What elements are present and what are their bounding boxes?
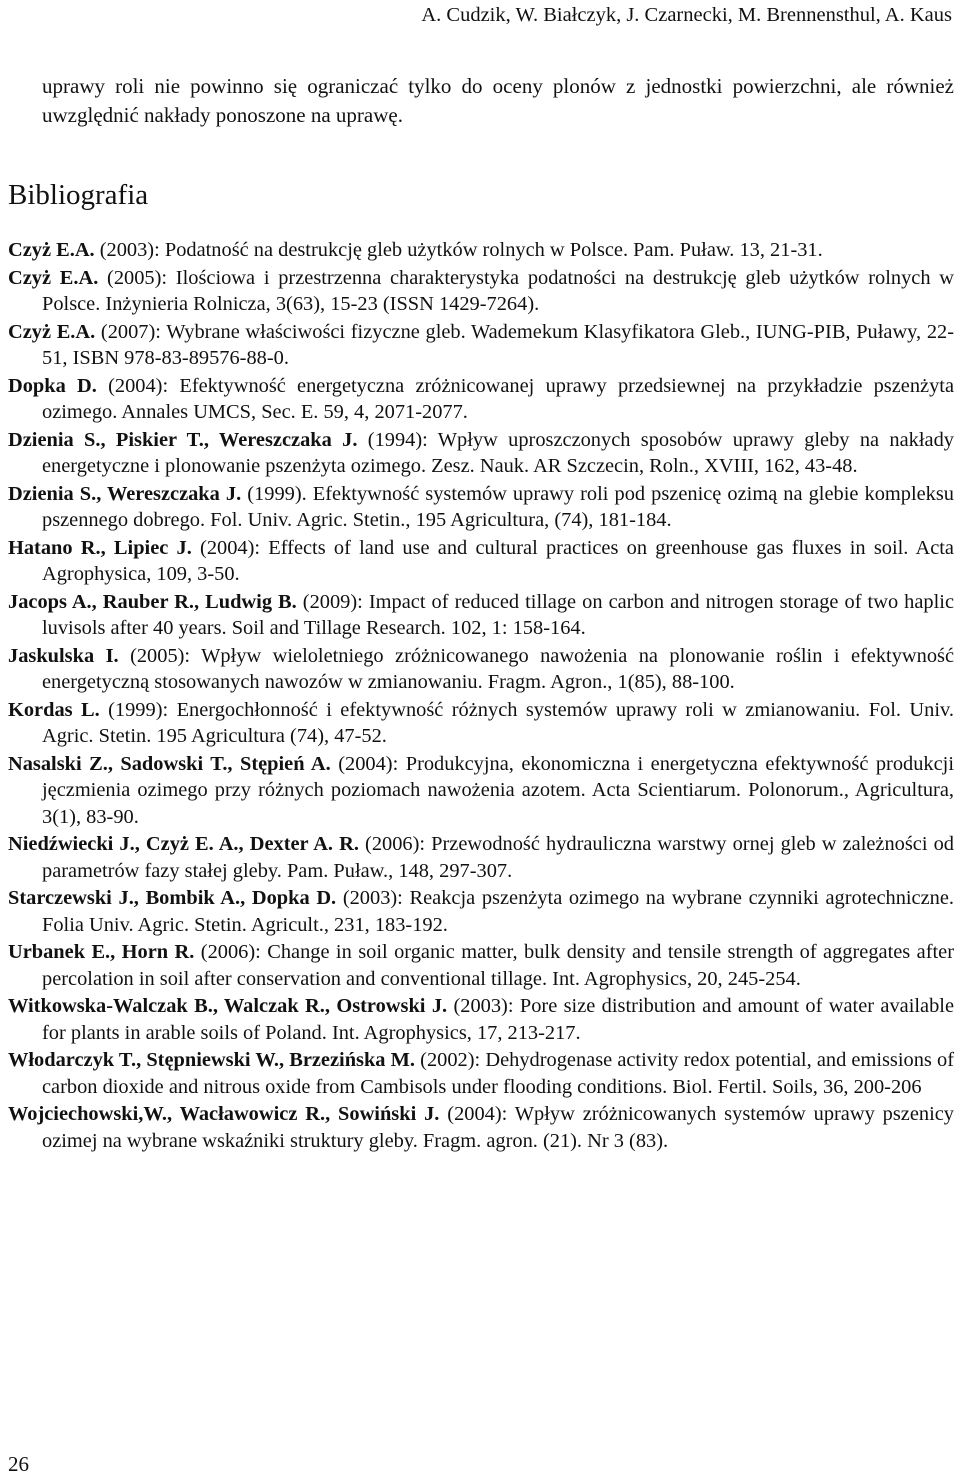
reference-details: (1999). Efektywność systemów uprawy roli pod pszenicę ozimą na glebie kompleksu pszennego dobrego. Fol. Univ. Agric. Stetin., 195 Agricultura, (74), 181-184. xyxy=(42,482,954,531)
reference-authors: Czyż E.A. xyxy=(8,320,96,343)
reference-details: (2005): Wpływ wieloletniego zróżnicowanego nawożenia na plonowanie roślin i efektywność energetyczną stosowanych nawozów w zmianowaniu. Fragm. Agron., 1(85), 88-100. xyxy=(42,644,955,693)
running-head: A. Cudzik, W. Białczyk, J. Czarnecki, M. Brennensthul, A. Kaus xyxy=(421,4,952,26)
reference-item xyxy=(8,993,954,1046)
bibliography-title: Bibliografia xyxy=(8,179,149,211)
reference-authors: Jaskulska I. xyxy=(8,644,119,667)
reference-item xyxy=(8,697,954,750)
reference-details: (1994): Wpływ uproszczonych sposobów uprawy gleby na nakłady energetyczne i plonowanie pszenżyta ozimego. Zesz. Nauk. AR Szczecin, Roln., XVIII, 162, 43-48. xyxy=(42,428,954,477)
reference-details: (2003): Podatność na destrukcję gleb użytków rolnych w Polsce. Pam. Puław. 13, 21-31. xyxy=(94,239,823,261)
reference-details: (2006): Change in soil organic matter, bulk density and tensile strength of aggregates after percolation in soil after conservation and conventional tillage. Int. Agrophysics, 20, 245-254. xyxy=(42,941,954,990)
reference-details: (2004): Produkcyjna, ekonomiczna i energetyczna efektywność produkcji jęczmienia ozimego przy różnych poziomach nawożenia azotem. Acta Scientiarum. Polonorum., Agricultura, 3(1), 83-90. xyxy=(42,752,954,828)
reference-item xyxy=(8,643,954,696)
reference-authors: Kordas L. xyxy=(8,698,100,721)
reference-authors: Czyż E.A. xyxy=(8,266,99,289)
reference-authors: Niedźwiecki J., Czyż E. A., Dexter A. R. xyxy=(8,833,359,855)
reference-authors: Jacops A., Rauber R., Ludwig B. xyxy=(8,590,297,613)
reference-details: (2005): Ilościowa i przestrzenna charakterystyka podatności na destrukcję gleb użytków rolnych w Polsce. Inżynieria Rolnicza, 3(63), 15-23 (ISSN 1429-7264). xyxy=(42,266,955,315)
reference-details: (2003): Pore size distribution and amount of water available for plants in arable soils of Poland. Int. Agrophysics, 17, 213-217. xyxy=(42,995,954,1044)
reference-item xyxy=(8,427,954,480)
reference-item xyxy=(8,831,954,884)
reference-details: (2009): Impact of reduced tillage on carbon and nitrogen storage of two haplic luvisols after 40 years. Soil and Tillage Research. 102, 1: 158-164. xyxy=(42,590,955,639)
reference-item xyxy=(8,589,954,642)
reference-details: (2007): Wybrane właściwości fizyczne gleb. Wademekum Klasyfikatora Gleb., IUNG-PIB, Puławy, 22-51, ISBN 978-83-89576-88-0. xyxy=(42,320,954,369)
reference-item xyxy=(8,319,954,372)
reference-item xyxy=(8,939,954,992)
reference-details: (2004): Efektywność energetyczna zróżnicowanej uprawy przedsiewnej na przykładzie pszenżyta ozimego. Annales UMCS, Sec. E. 59, 4, 2071-2077. xyxy=(42,374,954,423)
reference-item xyxy=(8,1101,954,1154)
reference-item xyxy=(8,237,954,264)
reference-details: (1999): Energochłonność i efektywność różnych systemów uprawy roli w zmianowaniu. Fol. Univ. Agric. Stetin. 195 Agricultura (74), 47-52. xyxy=(42,698,954,747)
reference-item xyxy=(8,481,954,534)
reference-item xyxy=(8,751,954,831)
reference-details: (2002): Dehydrogenase activity redox potential, and emissions of carbon dioxide and nitrous oxide from Cambisols under flooding conditions. Biol. Fertil. Soils, 36, 200-206 xyxy=(42,1049,954,1098)
reference-authors: Nasalski Z., Sadowski T., Stępień A. xyxy=(8,752,331,775)
reference-authors: Witkowska-Walczak B., Walczak R., Ostrowski J. xyxy=(8,995,448,1017)
reference-list xyxy=(8,237,954,1155)
reference-details: (2004): Effects of land use and cultural practices on greenhouse gas fluxes in soil. Acta Agrophysica, 109, 3-50. xyxy=(42,536,954,585)
reference-item xyxy=(8,265,954,318)
reference-authors: Włodarczyk T., Stępniewski W., Brzezińska M. xyxy=(8,1049,416,1071)
reference-item xyxy=(8,1047,954,1100)
reference-authors: Wojciechowski,W., Wacławowicz R., Sowiński J. xyxy=(8,1103,440,1125)
intro-paragraph: uprawy roli nie powinno się ograniczać tylko do oceny plonów z jednostki powierzchni, ale również uwzględnić nakłady ponoszone na uprawę. xyxy=(42,74,954,127)
reference-item xyxy=(8,535,954,588)
reference-authors: Dopka D. xyxy=(8,374,97,397)
reference-details: (2004): Wpływ zróżnicowanych systemów uprawy pszenicy ozimej na wybrane wskaźniki struktury gleby. Fragm. agron. (21). Nr 3 (83). xyxy=(42,1103,954,1152)
page-number: 26 xyxy=(8,1452,29,1476)
reference-authors: Urbanek E., Horn R. xyxy=(8,941,195,963)
reference-item xyxy=(8,885,954,938)
reference-authors: Starczewski J., Bombik A., Dopka D. xyxy=(8,887,337,909)
reference-details: (2006): Przewodność hydrauliczna warstwy ornej gleb w zależności od parametrów fazy stałej gleby. Pam. Puław., 148, 297-307. xyxy=(42,833,955,882)
reference-authors: Hatano R., Lipiec J. xyxy=(8,536,192,559)
reference-authors: Czyż E.A. xyxy=(8,239,95,261)
reference-authors: Dzienia S., Wereszczaka J. xyxy=(8,482,242,505)
reference-details: (2003): Reakcja pszenżyta ozimego na wybrane czynniki agrotechniczne. Folia Univ. Agric. Stetin. Agricult., 231, 183-192. xyxy=(42,887,954,936)
reference-authors: Dzienia S., Piskier T., Wereszczaka J. xyxy=(8,428,358,451)
reference-item xyxy=(8,373,954,426)
